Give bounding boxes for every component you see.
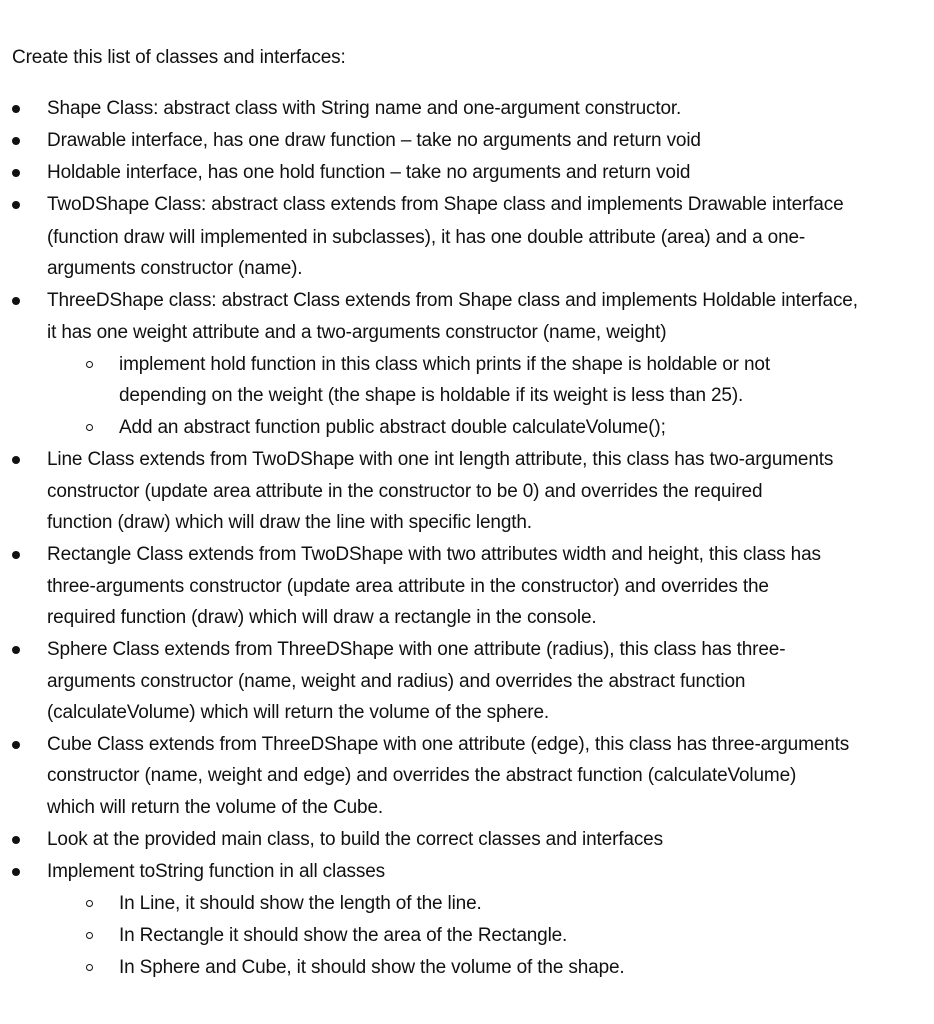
bullet-icon xyxy=(12,551,20,559)
sub-item-text: depending on the weight (the shape is holdable if its weight is less than 25). xyxy=(119,385,744,406)
sub-item-text: In Rectangle it should show the area of the Rectangle. xyxy=(119,925,568,946)
sub-bullet-icon xyxy=(86,424,93,431)
list-item-text: (calculateVolume) which will return the volume of the sphere. xyxy=(47,702,549,723)
list-item-text: it has one weight attribute and a two-arguments constructor (name, weight) xyxy=(47,322,667,343)
bullet-icon xyxy=(12,105,20,113)
list-item-text: arguments constructor (name). xyxy=(47,258,303,279)
list-item-text: required function (draw) which will draw a rectangle in the console. xyxy=(47,607,597,628)
bullet-icon xyxy=(12,137,20,145)
sub-item-text: In Line, it should show the length of the line. xyxy=(119,893,482,914)
bullet-icon xyxy=(12,201,20,209)
list-item-text: Drawable interface, has one draw function – take no arguments and return void xyxy=(47,130,701,151)
bullet-icon xyxy=(12,646,20,654)
sub-item-text: Add an abstract function public abstract double calculateVolume(); xyxy=(119,417,666,438)
bullet-icon xyxy=(12,836,20,844)
bullet-icon xyxy=(12,741,20,749)
list-item-text: Cube Class extends from ThreeDShape with one attribute (edge), this class has three-arguments xyxy=(47,734,850,755)
list-item-text: (function draw will implemented in subclasses), it has one double attribute (area) and a one- xyxy=(47,227,806,248)
list-item-text: Line Class extends from TwoDShape with one int length attribute, this class has two-arguments xyxy=(47,449,834,470)
sub-item-text: implement hold function in this class which prints if the shape is holdable or not xyxy=(119,354,770,375)
list-item-text: arguments constructor (name, weight and radius) and overrides the abstract function xyxy=(47,671,746,692)
sub-bullet-icon xyxy=(86,932,93,939)
bullet-icon xyxy=(12,868,20,876)
list-item-text: Shape Class: abstract class with String name and one-argument constructor. xyxy=(47,98,682,119)
sub-bullet-icon xyxy=(86,900,93,907)
list-item-text: Look at the provided main class, to build the correct classes and interfaces xyxy=(47,829,663,850)
document-heading: Create this list of classes and interfaces: xyxy=(12,47,346,68)
list-item-text: Implement toString function in all classes xyxy=(47,861,385,882)
list-item-text: Holdable interface, has one hold function – take no arguments and return void xyxy=(47,162,691,183)
sub-bullet-icon xyxy=(86,964,93,971)
list-item-text: constructor (update area attribute in the constructor to be 0) and overrides the required xyxy=(47,481,763,502)
list-item-text: TwoDShape Class: abstract class extends from Shape class and implements Drawable interface xyxy=(47,194,844,215)
sub-bullet-icon xyxy=(86,361,93,368)
bullet-icon xyxy=(12,456,20,464)
list-item-text: three-arguments constructor (update area attribute in the constructor) and overrides the xyxy=(47,576,769,597)
sub-item-text: In Sphere and Cube, it should show the volume of the shape. xyxy=(119,957,625,978)
list-item-text: function (draw) which will draw the line with specific length. xyxy=(47,512,532,533)
bullet-icon xyxy=(12,169,20,177)
list-item-text: Sphere Class extends from ThreeDShape with one attribute (radius), this class has three- xyxy=(47,639,786,660)
list-item-text: constructor (name, weight and edge) and overrides the abstract function (calculateVolume) xyxy=(47,765,797,786)
list-item-text: ThreeDShape class: abstract Class extends from Shape class and implements Holdable interface, xyxy=(47,290,858,311)
list-item-text: Rectangle Class extends from TwoDShape with two attributes width and height, this class has xyxy=(47,544,821,565)
bullet-icon xyxy=(12,297,20,305)
list-item-text: which will return the volume of the Cube. xyxy=(47,797,384,818)
